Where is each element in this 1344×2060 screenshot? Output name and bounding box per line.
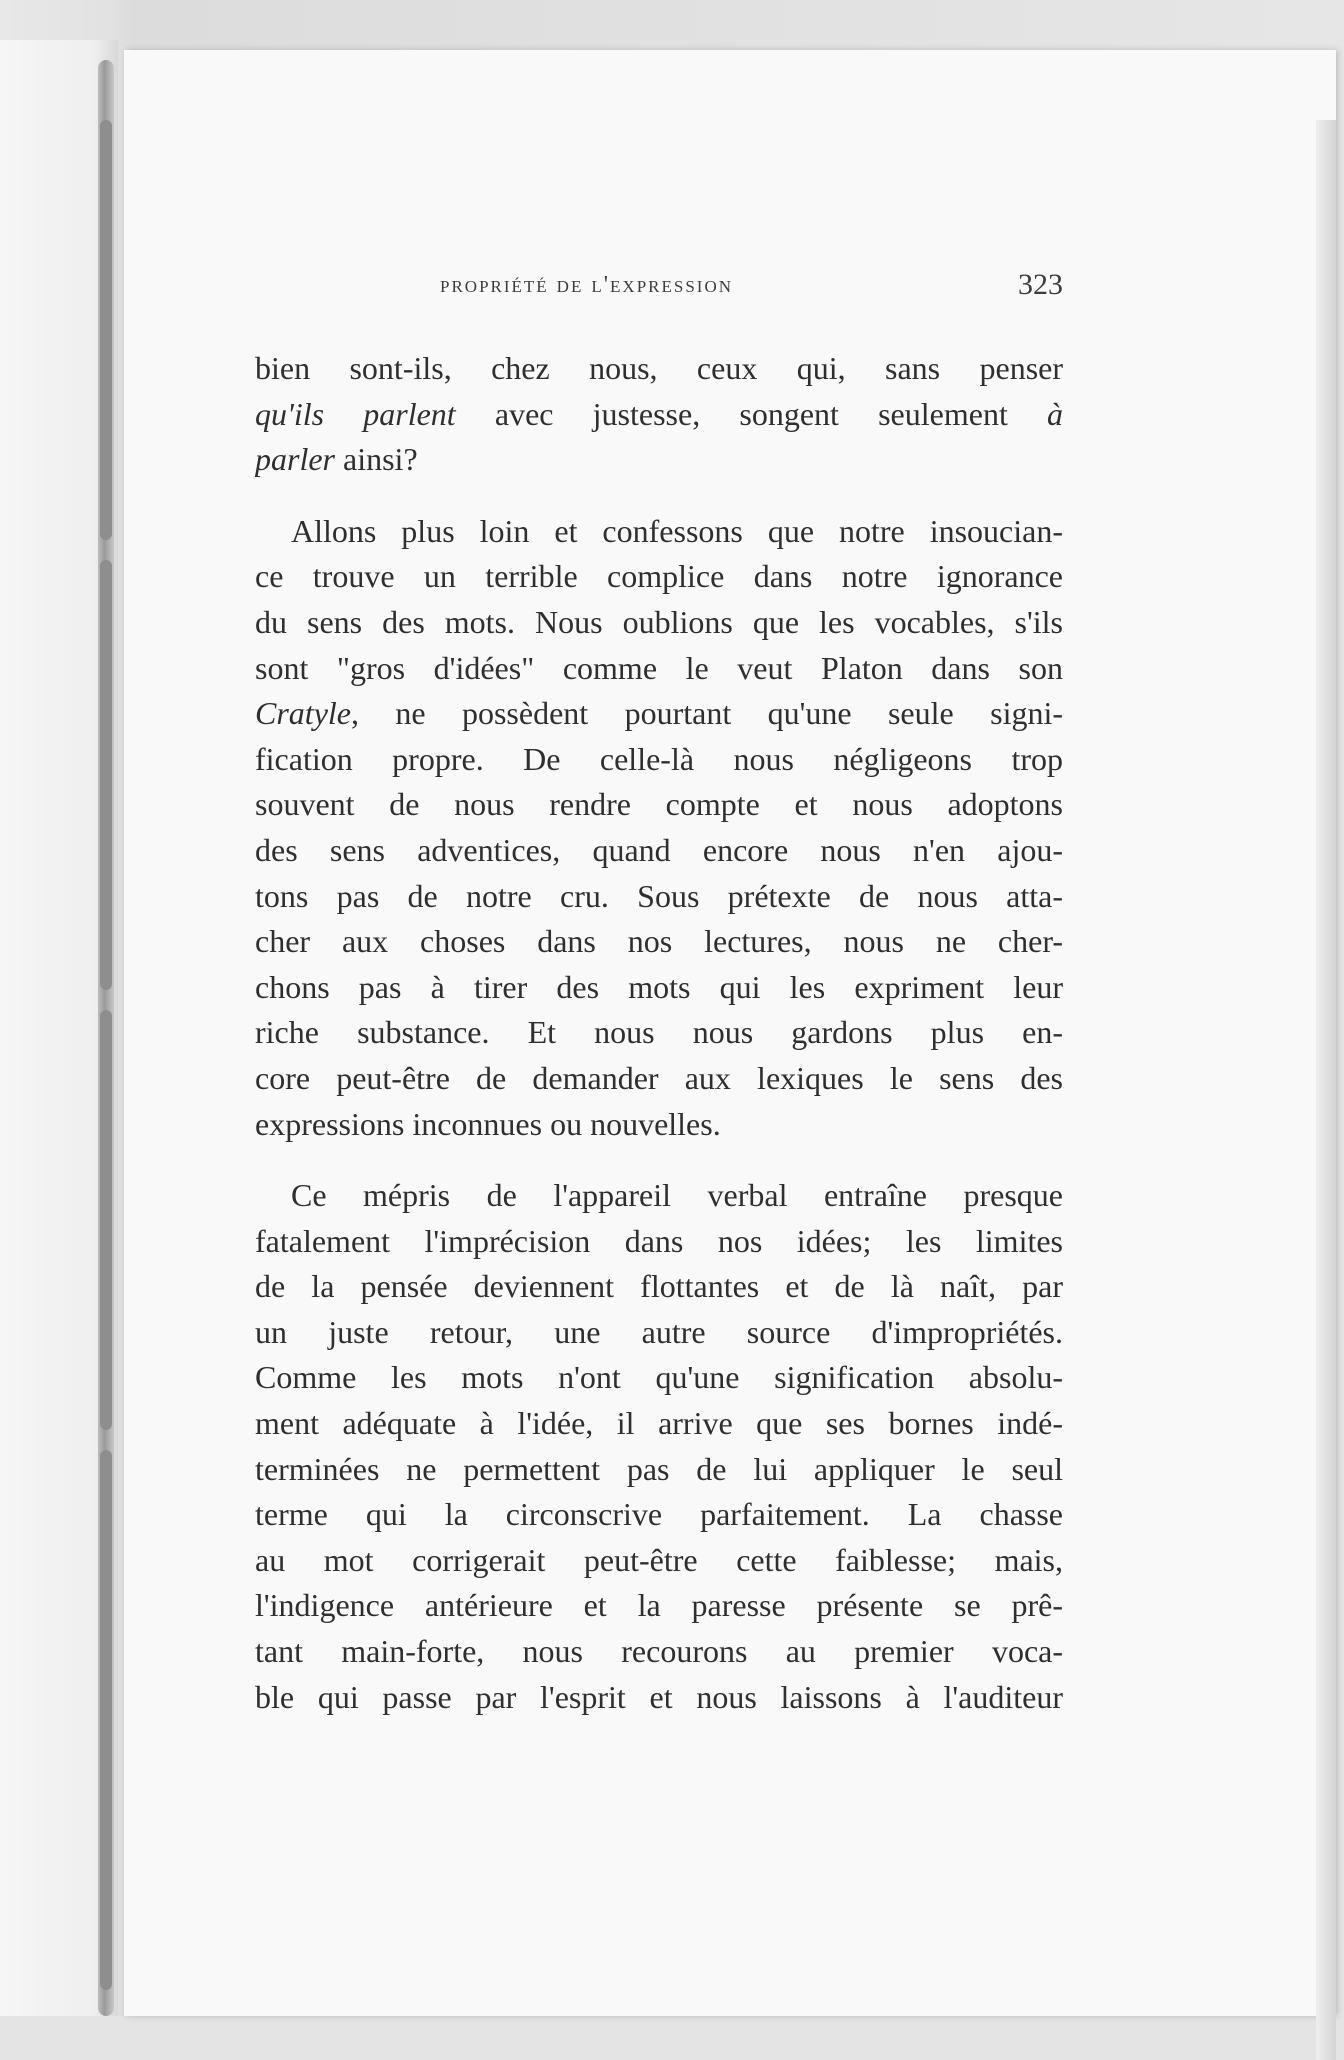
text-line bbox=[255, 691, 1063, 737]
text-segment: core peut-être de demander aux lexiques le sens des bbox=[255, 1059, 1063, 1096]
text-segment: l'indigence antérieure et la paresse présente se prê- bbox=[255, 1587, 1063, 1624]
italic-segment: parler bbox=[255, 441, 335, 478]
page-number: 323 bbox=[1018, 268, 1063, 301]
text-segment: ble qui passe par l'esprit et nous laissons à l'auditeur bbox=[255, 1678, 1063, 1715]
text-line bbox=[255, 392, 1063, 438]
text-segment: un juste retour, une autre source d'impropriétés. bbox=[255, 1313, 1063, 1350]
text-line bbox=[255, 1675, 1063, 1721]
binding-segment bbox=[100, 120, 112, 540]
text-segment: sont "gros d'idées" comme le veut Platon dans son bbox=[255, 649, 1063, 686]
italic-segment: Cratyle bbox=[255, 695, 351, 732]
text-segment: cher aux choses dans nos lectures, nous ne cher- bbox=[255, 923, 1063, 960]
text-line bbox=[255, 1056, 1063, 1102]
text-segment: de la pensée deviennent flottantes et de là naît, par bbox=[255, 1268, 1063, 1305]
page-header bbox=[255, 268, 1063, 308]
text-line bbox=[255, 437, 1063, 483]
text-line bbox=[255, 1538, 1063, 1584]
text-segment: fication propre. De celle-là nous négligeons trop bbox=[255, 740, 1063, 777]
text-segment: ainsi? bbox=[335, 441, 418, 478]
text-line bbox=[255, 782, 1063, 828]
text-line bbox=[255, 509, 1063, 555]
text-segment: du sens des mots. Nous oublions que les vocables, s'ils bbox=[255, 603, 1063, 640]
text-line bbox=[255, 1355, 1063, 1401]
paragraph-gap bbox=[255, 483, 1063, 509]
text-line bbox=[255, 1310, 1063, 1356]
text-segment: Allons plus loin et confessons que notre insoucian- bbox=[291, 512, 1063, 549]
body-text bbox=[255, 346, 1063, 1720]
text-line bbox=[255, 1447, 1063, 1493]
text-segment: chons pas à tirer des mots qui les expriment leur bbox=[255, 968, 1063, 1005]
text-line bbox=[255, 828, 1063, 874]
text-segment: Comme les mots n'ont qu'une signification absolu- bbox=[255, 1359, 1063, 1396]
text-segment: fatalement l'imprécision dans nos idées; les limites bbox=[255, 1222, 1063, 1259]
text-line bbox=[255, 554, 1063, 600]
text-line bbox=[255, 646, 1063, 692]
text-line bbox=[255, 1010, 1063, 1056]
text-line bbox=[255, 600, 1063, 646]
text-line bbox=[255, 346, 1063, 392]
text-line bbox=[255, 1173, 1063, 1219]
text-segment: , ne possèdent pourtant qu'une seule signi- bbox=[350, 695, 1063, 732]
text-line bbox=[255, 1264, 1063, 1310]
text-line bbox=[255, 1492, 1063, 1538]
text-line bbox=[255, 1401, 1063, 1447]
text-segment: bien sont-ils, chez nous, ceux qui, sans penser bbox=[255, 350, 1063, 386]
text-line bbox=[255, 874, 1063, 920]
text-line bbox=[255, 1583, 1063, 1629]
text-segment: riche substance. Et nous nous gardons plus en- bbox=[255, 1014, 1063, 1051]
italic-segment: qu'ils parlent bbox=[255, 395, 456, 432]
text-segment: Ce mépris de l'appareil verbal entraîne presque bbox=[291, 1177, 1063, 1214]
text-line bbox=[255, 1102, 1063, 1148]
binding-segment bbox=[100, 1450, 112, 1990]
text-segment: ce trouve un terrible complice dans notre ignorance bbox=[255, 558, 1063, 595]
binding-segment bbox=[100, 1010, 112, 1430]
paragraph-gap bbox=[255, 1147, 1063, 1173]
text-segment: expressions inconnues ou nouvelles. bbox=[255, 1105, 721, 1142]
page-edge bbox=[1316, 120, 1336, 2060]
text-line bbox=[255, 919, 1063, 965]
running-head: propriété de l'expression bbox=[440, 272, 734, 298]
text-segment: souvent de nous rendre compte et nous adoptons bbox=[255, 786, 1063, 823]
text-segment: avec justesse, songent seulement bbox=[455, 395, 1048, 432]
text-line bbox=[255, 737, 1063, 783]
binding-segment bbox=[100, 560, 112, 990]
text-segment: terminées ne permettent pas de lui appliquer le seul bbox=[255, 1450, 1063, 1487]
text-line bbox=[255, 965, 1063, 1011]
text-segment: des sens adventices, quand encore nous n'en ajou- bbox=[255, 831, 1063, 868]
text-segment: ment adéquate à l'idée, il arrive que ses bornes indé- bbox=[255, 1405, 1063, 1442]
text-segment: au mot corrigerait peut-être cette faiblesse; mais, bbox=[255, 1541, 1063, 1578]
text-line bbox=[255, 1629, 1063, 1675]
text-segment: terme qui la circonscrive parfaitement. La chasse bbox=[255, 1496, 1063, 1533]
text-segment: tons pas de notre cru. Sous prétexte de nous atta- bbox=[255, 877, 1063, 914]
text-segment: tant main-forte, nous recourons au premier voca- bbox=[255, 1633, 1063, 1670]
text-line bbox=[255, 1219, 1063, 1265]
italic-segment: à bbox=[1047, 395, 1063, 432]
